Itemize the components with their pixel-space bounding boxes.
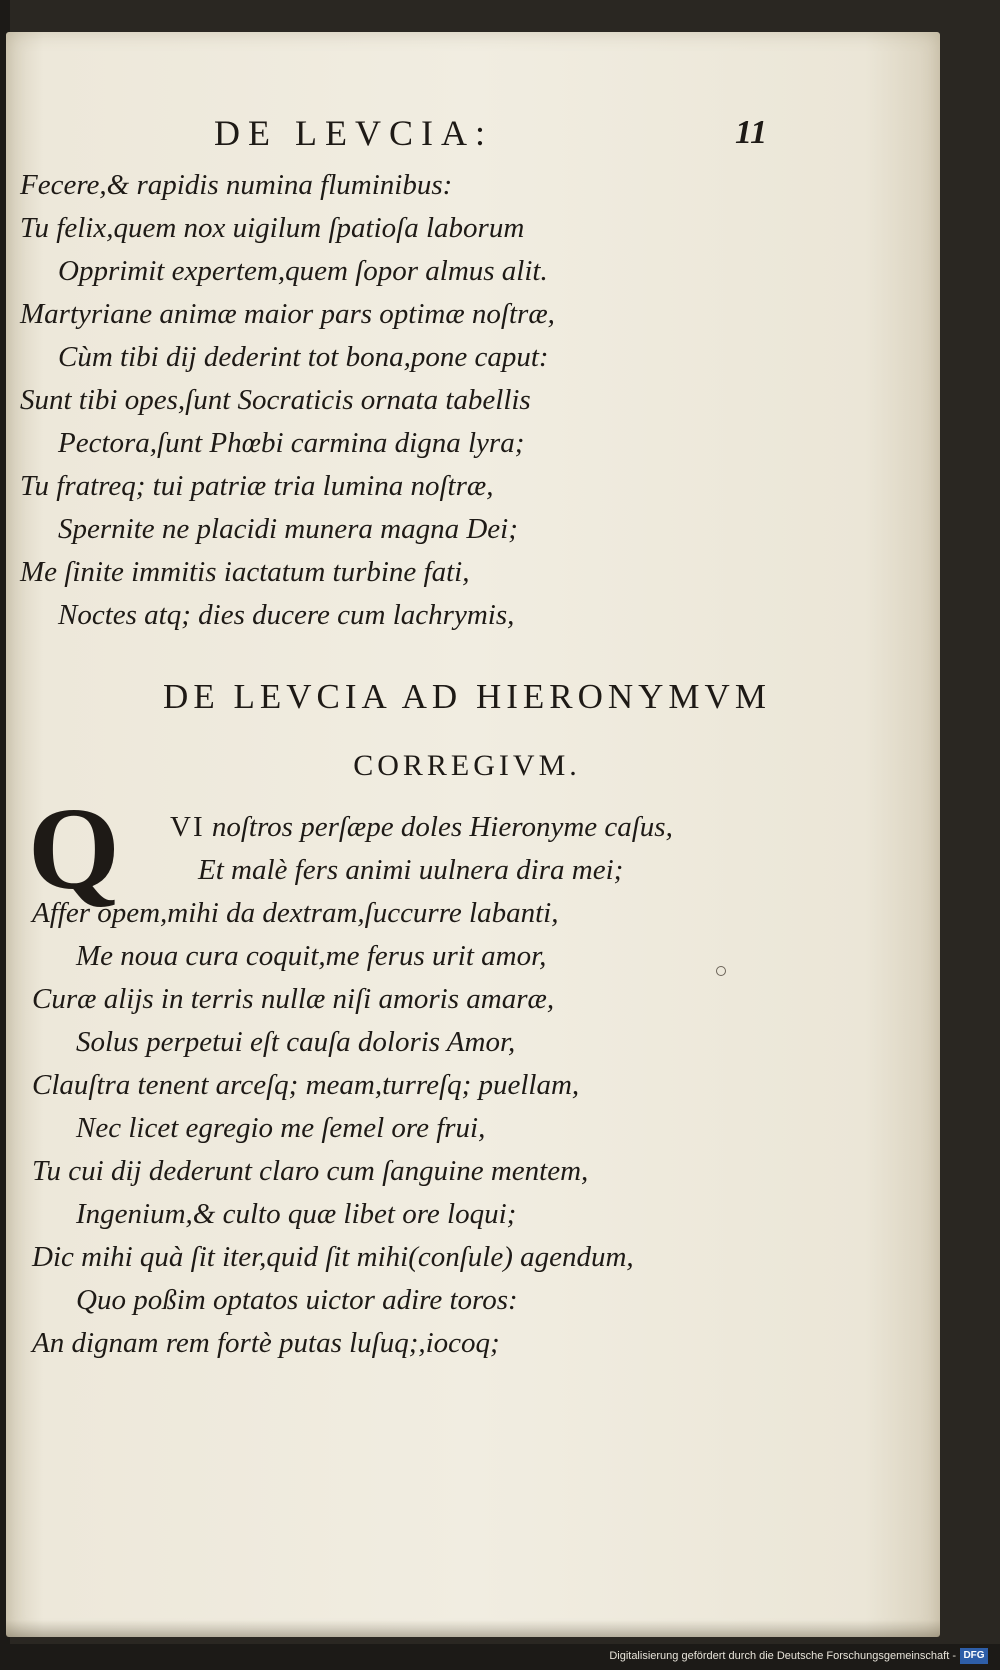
verse-line: Pectora,ſunt Phœbi carmina digna lyra;: [58, 427, 525, 459]
opening-capitals: VI: [170, 811, 205, 843]
verse-line: Dic mihi quà ſit iter,quid ſit mihi(conſule) agendum,: [32, 1241, 634, 1273]
section-title-line2: CORREGIVM.: [353, 749, 581, 782]
verse-line: Clauſtra tenent arceſq; meam,turreſq; puellam,: [32, 1069, 580, 1101]
verse-line: Me ſinite immitis iactatum turbine fati,: [20, 556, 470, 588]
verse-line: Fecere,& rapidis numina fluminibus:: [20, 169, 453, 201]
section-title: [0, 672, 934, 790]
verse-line: Me noua cura coquit,me ferus urit amor,: [76, 940, 547, 972]
verse-line: Et malè fers animi uulnera dira mei;: [198, 854, 624, 886]
page-header: [0, 112, 934, 162]
verse-line: Cùm tibi dij dederint tot bona,pone caput:: [58, 341, 549, 373]
verse-line: Spernite ne placidi munera magna Dei;: [58, 513, 518, 545]
verse-line: Opprimit expertem,quem ſopor almus alit.: [58, 255, 548, 287]
section-title-line1: DE LEVCIA AD HIERONYMVM: [163, 677, 771, 716]
verse-line: Ingenium,& culto quæ libet ore loqui;: [76, 1198, 517, 1230]
verse-line: [170, 806, 673, 849]
poem-two-opening: [170, 806, 673, 892]
dfg-logo: DFG: [960, 1648, 988, 1664]
verse-line: Nec licet egregio me ſemel ore frui,: [76, 1112, 486, 1144]
verse-line: Affer opem,mihi da dextram,ſuccurre labanti,: [32, 897, 559, 929]
verse-line: Tu felix,quem nox uigilum ſpatioſa laborum: [20, 212, 525, 244]
verse-line: Martyriane animæ maior pars optimæ noſtræ,: [20, 298, 555, 330]
verse-line: Quo poßim optatos uictor adire toros:: [76, 1284, 518, 1316]
verse-line: Tu fratreq; tui patriæ tria lumina noſtræ,: [20, 470, 494, 502]
verse-line: An dignam rem fortè putas luſuq;,iocoq;: [32, 1327, 500, 1359]
verse-line: Noctes atq; dies ducere cum lachrymis,: [58, 599, 515, 631]
folio-number: 11: [735, 114, 768, 151]
drop-cap: Q: [28, 783, 120, 914]
paper-speck: [716, 966, 726, 976]
poem-one: [0, 164, 900, 637]
verse-line: Curæ alijs in terris nullæ niſi amoris amaræ,: [32, 983, 555, 1015]
verse-line: Solus perpetui eſt cauſa doloris Amor,: [76, 1026, 516, 1058]
verse-line: Sunt tibi opes,ſunt Socraticis ornata tabellis: [20, 384, 531, 416]
opening-line-text: noſtros perſæpe doles Hieronyme caſus,: [211, 811, 673, 843]
poem-two: [0, 892, 900, 1365]
running-head: DE LEVCIA:: [214, 113, 493, 153]
digitization-credit: Digitalisierung gefördert durch die Deutsche Forschungsgemeinschaft -: [609, 1650, 956, 1662]
verse-line: Tu cui dij dederunt claro cum ſanguine mentem,: [32, 1155, 589, 1187]
page-shade: [6, 1620, 940, 1637]
